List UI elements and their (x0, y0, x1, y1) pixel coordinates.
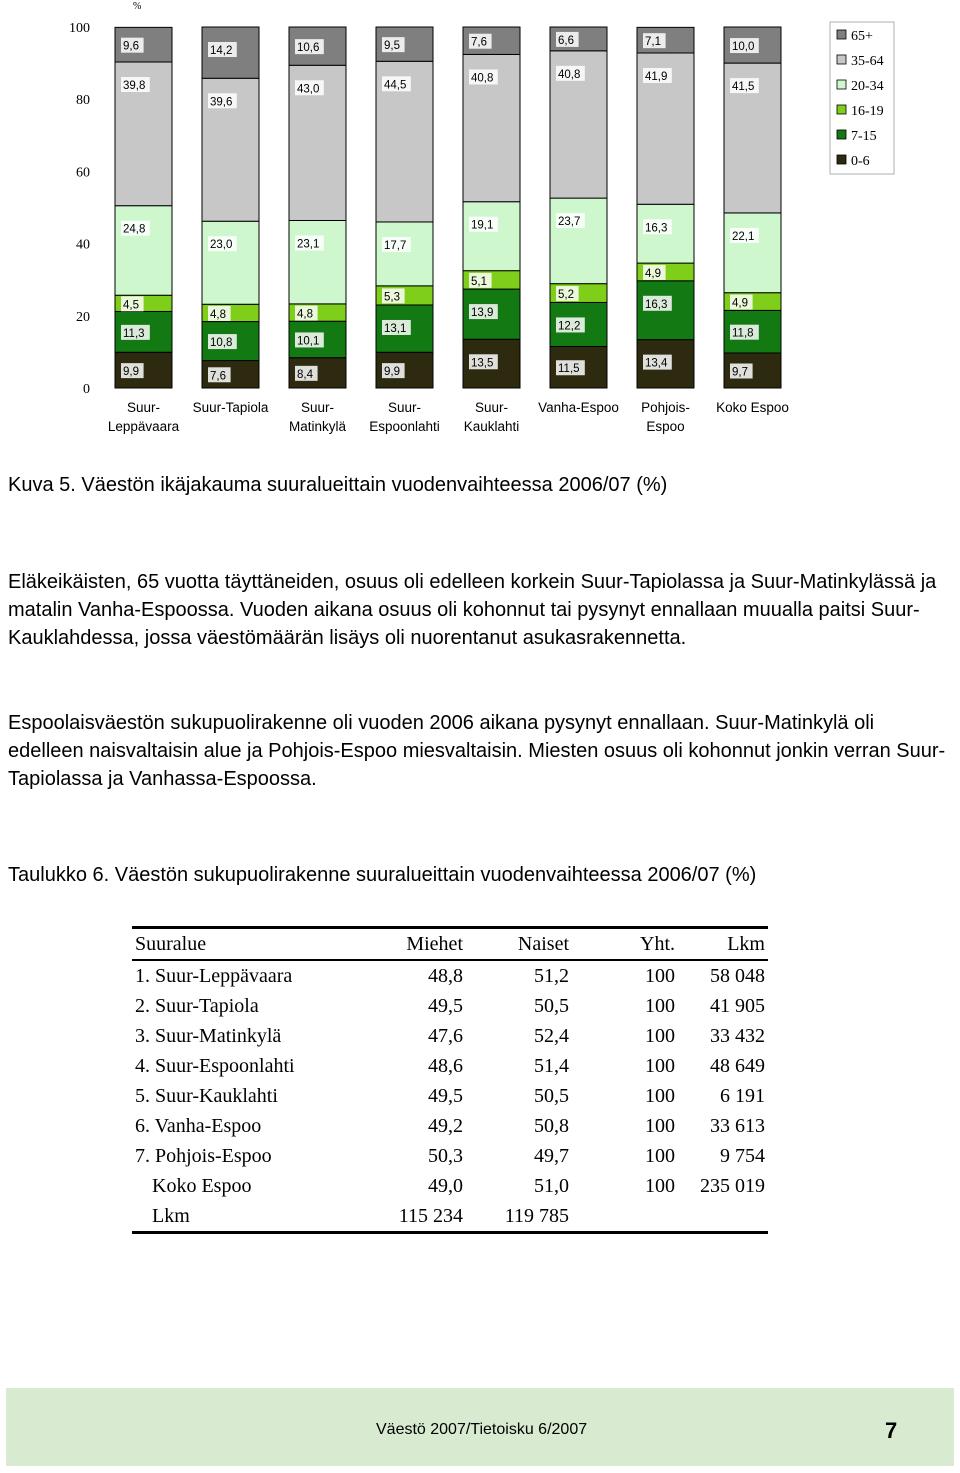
legend-label: 16-19 (851, 104, 884, 119)
bar-segment (202, 221, 259, 304)
data-label: 12,2 (558, 320, 581, 333)
cell-area: 1. Suur-Leppävaara (135, 964, 293, 987)
data-label: 24,8 (123, 223, 146, 236)
y-tick-label: 100 (69, 21, 90, 36)
figure-caption: Kuva 5. Väestön ikäjakauma suuralueittain vuodenvaihteessa 2006/07 (%) (8, 474, 668, 496)
x-category-label: Koko Espoo (716, 400, 789, 415)
data-label: 4,9 (732, 297, 748, 310)
cell-total: 100 (645, 1084, 675, 1107)
data-label: 43,0 (297, 83, 320, 96)
x-category-label: Suur- (126, 400, 161, 415)
cell-total: 100 (645, 1054, 675, 1077)
cell-women: 119 785 (504, 1204, 569, 1227)
data-label: 41,9 (645, 70, 668, 83)
data-label: 11,5 (558, 363, 580, 376)
cell-count: 235 019 (700, 1174, 765, 1197)
data-label: 41,5 (732, 81, 755, 94)
cell-count (678, 1201, 768, 1233)
legend-label: 0-6 (851, 154, 870, 169)
table-row (132, 1051, 768, 1081)
legend-label: 35-64 (851, 54, 884, 69)
cell-total: 100 (645, 1174, 675, 1197)
cell-women: 49,7 (534, 1144, 569, 1167)
data-label: 40,8 (558, 68, 581, 81)
data-label: 22,1 (732, 230, 755, 243)
data-label: 13,1 (384, 322, 407, 335)
cell-women: 51,0 (534, 1174, 569, 1197)
page-number: 7 (885, 1418, 898, 1443)
header-men: Miehet (406, 932, 463, 955)
legend-swatch (837, 30, 846, 39)
bar-segment (550, 198, 607, 284)
cell-men: 49,2 (428, 1114, 463, 1137)
table-row (132, 1201, 768, 1233)
data-label: 7,6 (210, 370, 226, 383)
data-label: 10,6 (297, 42, 320, 55)
cell-area: 7. Pohjois-Espoo (135, 1144, 272, 1167)
data-label: 9,9 (384, 366, 400, 379)
legend-swatch (837, 130, 846, 139)
data-label: 17,7 (384, 239, 407, 252)
x-category-label: Matinkylä (288, 419, 347, 434)
data-label: 23,7 (558, 216, 581, 229)
data-label: 6,6 (558, 34, 574, 47)
y-tick-label: 40 (76, 237, 90, 253)
cell-area: 5. Suur-Kauklahti (135, 1084, 278, 1107)
legend-label: 20-34 (851, 79, 884, 94)
table-header-row (132, 928, 768, 961)
data-label: 8,4 (297, 368, 313, 381)
header-count: Lkm (727, 932, 765, 955)
data-label: 40,8 (471, 72, 494, 85)
header-total: Yht. (640, 932, 675, 955)
y-tick-label: 20 (76, 309, 90, 325)
table-row (132, 1141, 768, 1171)
table-row (132, 1111, 768, 1141)
x-category-label: Espoonlahti (369, 419, 440, 434)
data-label: 23,0 (210, 239, 233, 252)
data-label: 19,1 (471, 219, 494, 232)
cell-count: 33 432 (710, 1024, 765, 1047)
cell-area: 2. Suur-Tapiola (135, 994, 259, 1017)
y-tick-label: 80 (76, 93, 90, 109)
data-label: 13,4 (645, 357, 668, 370)
legend-label: 7-15 (851, 129, 877, 144)
gender-structure-table (132, 926, 768, 1234)
data-label: 16,3 (645, 222, 668, 235)
cell-count: 9 754 (720, 1144, 765, 1167)
x-category-label: Pohjois- (641, 400, 690, 415)
data-label: 4,8 (297, 308, 313, 321)
cell-count: 6 191 (720, 1084, 765, 1107)
data-label: 5,3 (384, 291, 400, 304)
data-label: 4,5 (123, 299, 139, 312)
table-caption: Taulukko 6. Väestön sukupuolirakenne suuralueittain vuodenvaihteessa 2006/07 (%) (8, 864, 757, 886)
table-row (132, 1081, 768, 1111)
header-women: Naiset (517, 932, 569, 955)
data-label: 9,6 (123, 40, 139, 53)
data-label: 14,2 (210, 45, 233, 57)
legend-swatch (837, 80, 846, 89)
bar-segment (724, 213, 781, 293)
cell-men: 48,6 (428, 1054, 463, 1077)
x-category-label: Suur- (387, 400, 422, 415)
data-label: 39,6 (210, 96, 233, 109)
data-label: 10,8 (210, 337, 233, 350)
paragraph-elderly-share: Eläkeikäisten, 65 vuotta täyttäneiden, osuus oli edelleen korkein Suur-Tapiolassa ja Suur-Matinkylässä ja matalin Vanha-Espoossa. Vuoden aikana osuus oli kohonnut tai pysynyt ennallaan muualla paitsi Suur-Kauklahdessa, jossa väestömäärän lisäys oli nuorentanut asukasrakennetta. (8, 571, 937, 649)
cell-count: 58 048 (710, 964, 765, 987)
data-label: 16,3 (645, 298, 668, 311)
paragraph-gender-structure: Espoolaisväestön sukupuolirakenne oli vuoden 2006 aikana pysynyt ennallaan. Suur-Matinkylä oli edelleen naisvaltaisin alue ja Pohjois-Espoo miesvaltaisin. Miesten osuus oli kohonnut jonkin verran Suur-Tapiolassa ja Vanhassa-Espoossa. (8, 712, 946, 790)
page-footer (6, 1388, 954, 1466)
legend-swatch (837, 155, 846, 164)
cell-women: 50,5 (534, 994, 569, 1017)
cell-men: 115 234 (398, 1204, 463, 1227)
data-label: 4,8 (210, 308, 226, 321)
cell-area: 6. Vanha-Espoo (135, 1114, 262, 1137)
cell-total (572, 1201, 678, 1233)
cell-men: 49,0 (428, 1174, 463, 1197)
data-label: 44,5 (384, 79, 407, 92)
table-row (132, 1021, 768, 1051)
data-label: 10,1 (297, 335, 320, 348)
cell-men: 48,8 (428, 964, 463, 987)
cell-women: 51,4 (534, 1054, 569, 1077)
cell-total: 100 (645, 994, 675, 1017)
y-axis-label: % (133, 1, 142, 12)
header-area: Suuralue (135, 932, 207, 955)
table-row (132, 960, 768, 991)
cell-count: 33 613 (710, 1114, 765, 1137)
bar-segment (376, 222, 433, 286)
cell-count: 41 905 (710, 994, 765, 1017)
x-category-label: Suur-Tapiola (192, 400, 269, 415)
data-label: 9,7 (732, 366, 748, 379)
cell-area: Koko Espoo (152, 1174, 252, 1197)
cell-area: 3. Suur-Matinkylä (135, 1024, 282, 1047)
data-label: 23,1 (297, 238, 320, 251)
data-label: 5,2 (558, 289, 574, 302)
cell-total: 100 (645, 1114, 675, 1137)
cell-area: Lkm (152, 1204, 190, 1227)
y-tick-label: 0 (83, 382, 90, 397)
cell-total: 100 (645, 1024, 675, 1047)
y-tick-label: 60 (76, 165, 90, 181)
x-category-label: Leppävaara (107, 419, 180, 434)
data-label: 11,8 (732, 327, 754, 340)
data-label: 4,9 (645, 267, 661, 280)
bar-segment (115, 206, 172, 296)
data-label: 13,5 (471, 357, 494, 370)
data-label: 11,3 (123, 327, 145, 340)
table-row (132, 991, 768, 1021)
x-category-label: Kauklahti (463, 419, 520, 434)
bar-segment (289, 220, 346, 303)
legend-swatch (837, 55, 846, 64)
data-label: 7,1 (645, 36, 661, 49)
legend-swatch (837, 105, 846, 114)
cell-total: 100 (645, 964, 675, 987)
legend-label: 65+ (851, 29, 873, 44)
cell-men: 49,5 (428, 994, 463, 1017)
cell-men: 47,6 (428, 1024, 463, 1047)
data-label: 10,0 (732, 41, 755, 54)
cell-women: 52,4 (534, 1024, 569, 1047)
table-row (132, 1171, 768, 1201)
cell-men: 49,5 (428, 1084, 463, 1107)
cell-women: 50,5 (534, 1084, 569, 1107)
data-label: 5,1 (471, 275, 487, 288)
cell-women: 50,8 (534, 1114, 569, 1137)
cell-total: 100 (645, 1144, 675, 1167)
x-category-label: Vanha-Espoo (538, 400, 619, 415)
data-label: 13,9 (471, 307, 494, 320)
footer-source: Väestö 2007/Tietoisku 6/2007 (376, 1421, 588, 1438)
data-label: 7,6 (471, 36, 487, 49)
cell-men: 50,3 (428, 1144, 463, 1167)
legend-box (830, 22, 894, 174)
data-label: 9,9 (123, 366, 139, 379)
bar-segment (463, 202, 520, 271)
cell-area: 4. Suur-Espoonlahti (135, 1054, 295, 1077)
x-category-label: Suur- (300, 400, 335, 415)
data-label: 9,5 (384, 40, 400, 53)
x-category-label: Suur- (474, 400, 509, 415)
age-distribution-chart (0, 0, 960, 440)
cell-women: 51,2 (534, 964, 569, 987)
cell-count: 48 649 (710, 1054, 765, 1077)
x-category-label: Espoo (646, 419, 685, 434)
data-label: 39,8 (123, 80, 146, 93)
